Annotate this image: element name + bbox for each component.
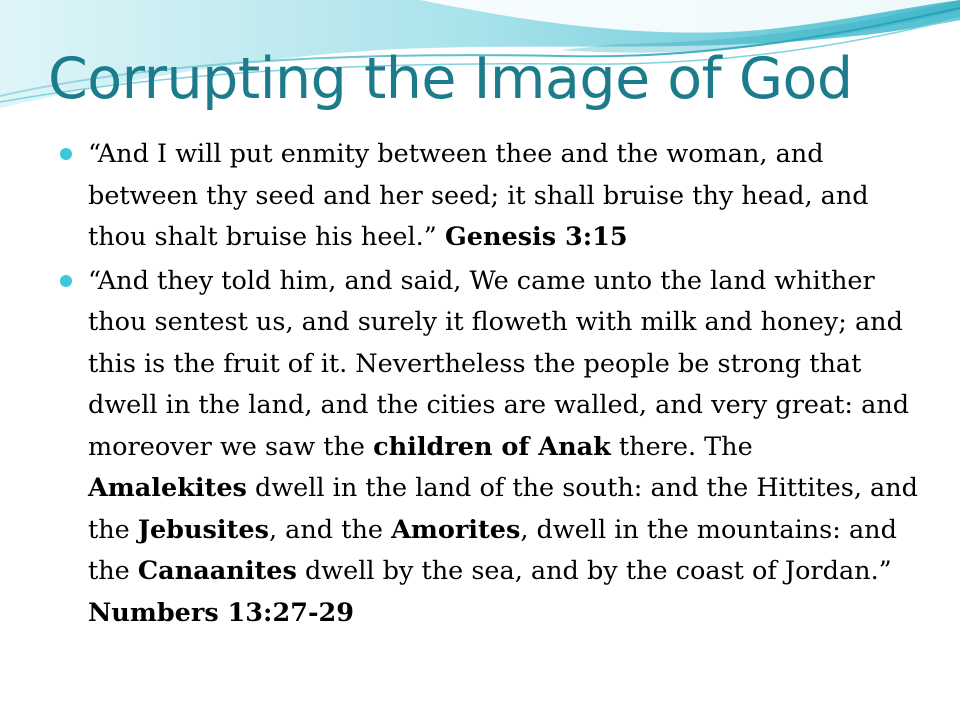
bullet-text: “And I will put enmity between thee and the woman, and between thy seed and her seed; it shall bruise thy head, and thou shalt bruise his heel.” — [88, 139, 869, 252]
bullet-item — [60, 134, 918, 259]
bullet-text: , and the — [268, 514, 392, 545]
bullet-emphasis: Canaanites — [137, 556, 297, 586]
bullet-text: there. The — [610, 431, 753, 462]
bullet-text: “And they told him, and said, We came unto the land whither thou sentest us, and surely it floweth with milk and honey; and this is the fruit of it. Nevertheless the people be strong that dwell in the land, and the cities are walled, and very great: and moreover we saw the — [88, 265, 910, 462]
bullet-dot-icon — [60, 148, 72, 160]
bullet-text: dwell by the sea, and by the coast of Jordan.” — [296, 556, 892, 586]
bullet-emphasis: Amorites — [391, 514, 521, 545]
bullet-emphasis: Amalekites — [88, 473, 247, 503]
bullet-emphasis: Genesis 3:15 — [444, 222, 628, 252]
bullet-emphasis: Jebusites — [137, 514, 269, 545]
bullet-text: dwell in the land of the south: and the Hittites, and the — [88, 473, 918, 545]
bullet-emphasis: Numbers 13:27-29 — [88, 597, 355, 628]
bullet-dot-icon — [60, 275, 72, 287]
bullet-emphasis: children of Anak — [373, 431, 611, 462]
slide-title: Corrupting the Image of God — [48, 46, 853, 112]
bullet-item — [60, 261, 918, 635]
bullet-text: , dwell in the mountains: and the — [88, 514, 897, 586]
slide-body — [60, 134, 918, 636]
